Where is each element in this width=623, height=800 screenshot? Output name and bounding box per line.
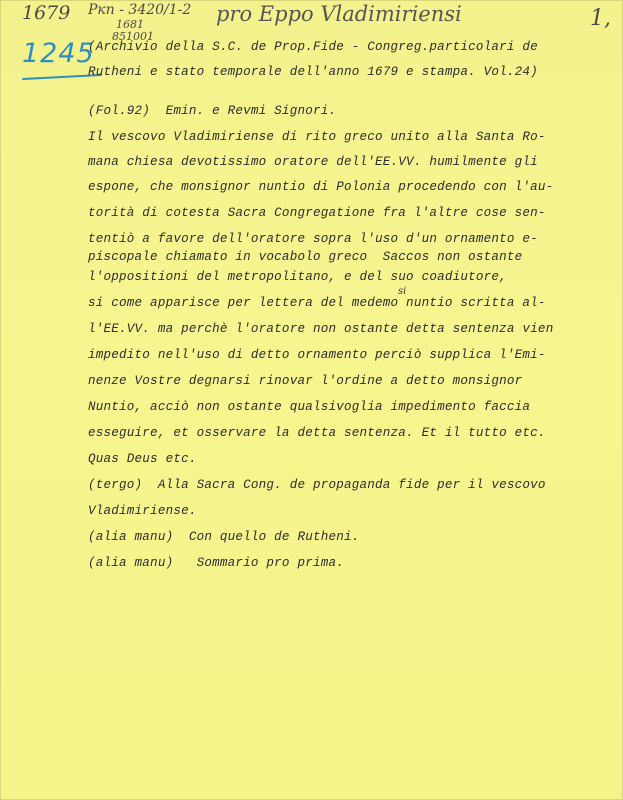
body-line: Vladimiriense. xyxy=(88,504,197,518)
header-line-1: (Archivio della S.C. de Prop.Fide - Congreg.particolari de xyxy=(88,40,538,54)
header-line-2: Rutheni e stato temporale dell'anno 1679 e stampa. Vol.24) xyxy=(88,65,538,79)
handwritten-ref-sub2: 851001 xyxy=(112,30,154,43)
body-line: mana chiesa devotissimo oratore dell'EE.VV. humilmente gli xyxy=(88,155,538,169)
body-line: impedito nell'uso di detto ornamento perciò supplica l'Emi- xyxy=(88,348,546,362)
handwritten-ref-code: Ркп - 3420/1-2 xyxy=(88,2,192,18)
body-line: (Fol.92) Emin. e Revmi Signori. xyxy=(88,104,337,118)
body-line: (alia manu) Con quello de Rutheni. xyxy=(88,530,360,544)
handwritten-page-number: 1, xyxy=(590,6,611,31)
handwritten-ref-sub1: 1681 xyxy=(116,18,144,31)
body-line: piscopale chiamato in vocabolo greco Saccos non ostante xyxy=(88,250,523,264)
body-line: Il vescovo Vladimiriense di rito greco unito alla Santa Ro- xyxy=(88,130,546,144)
body-line: espone, che monsignor nuntio di Polonia procedendo con l'au- xyxy=(88,180,554,194)
body-line: (alia manu) Sommario pro prima. xyxy=(88,556,344,570)
body-line: l'EE.VV. ma perchè l'oratore non ostante detta sentenza vien xyxy=(88,322,554,336)
handwritten-year: 1679 xyxy=(22,2,71,24)
body-line: nenze Vostre degnarsi rinovar l'ordine a detto monsignor xyxy=(88,374,523,388)
body-line: l'oppositioni del metropolitano, e del suo coadiutore, xyxy=(88,270,507,284)
body-line: (tergo) Alla Sacra Cong. de propaganda fide per il vescovo xyxy=(88,478,546,492)
body-line: Nuntio, acciò non ostante qualsivoglia impedimento faccia xyxy=(88,400,531,414)
handwritten-title: pro Eppo Vladimiriensi xyxy=(216,2,462,26)
body-line: Quas Deus etc. xyxy=(88,452,197,466)
body-line: si come apparisce per lettera del medemo nuntio scritta al- xyxy=(88,296,546,310)
body-line: esseguire, et osservare la detta sentenza. Et il tutto etc. xyxy=(88,426,546,440)
body-line: torità di cotesta Sacra Congregatione fra l'altre cose sen- xyxy=(88,206,546,220)
interlinear-insert: si xyxy=(398,286,407,297)
body-line: tentiò a favore dell'oratore sopra l'uso d'un ornamento e- xyxy=(88,232,538,246)
blue-catalog-number: 1245 xyxy=(22,38,95,69)
